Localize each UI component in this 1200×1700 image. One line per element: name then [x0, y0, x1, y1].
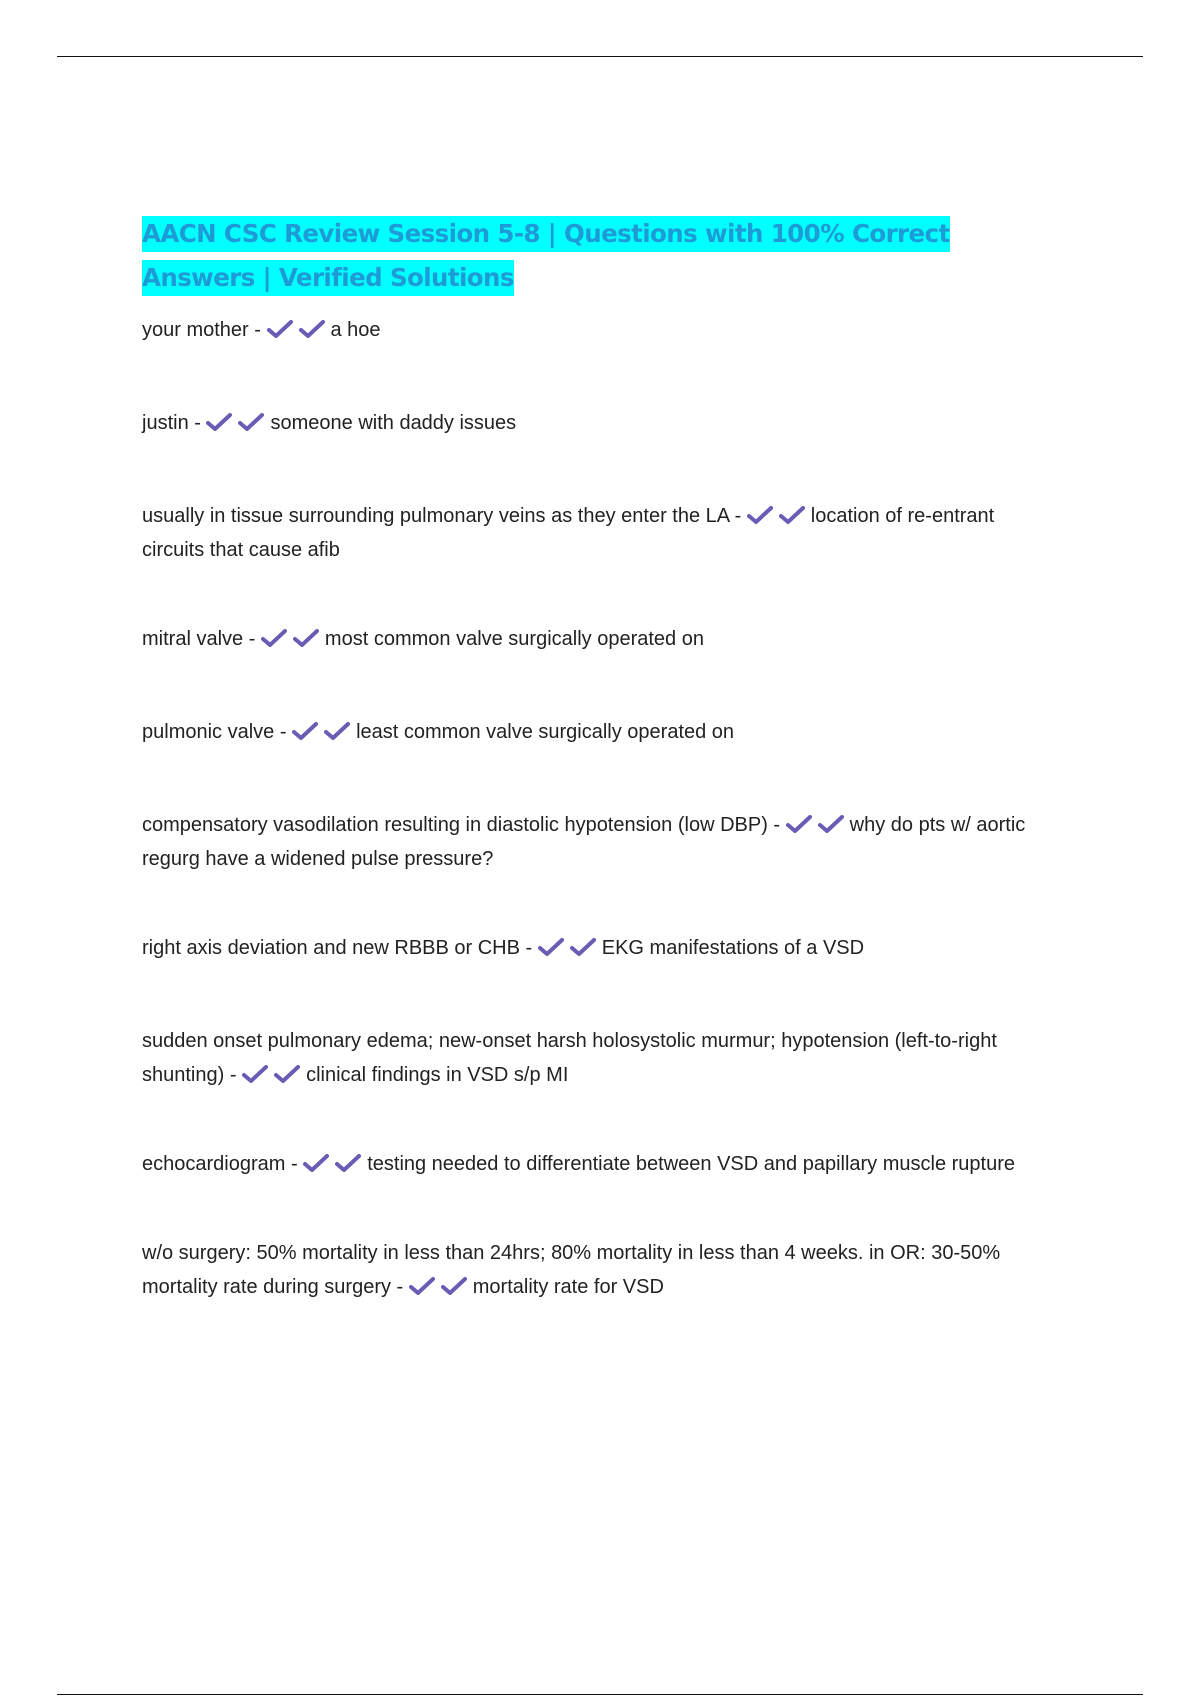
checkmark-icon [238, 412, 264, 432]
checkmark-icon [409, 1276, 435, 1296]
checkmark-icon [747, 505, 773, 525]
qa-question: justin [142, 412, 189, 434]
qa-question: usually in tissue surrounding pulmonary veins as they enter the LA [142, 505, 730, 527]
qa-question: w/o surgery: 50% mortality in less than 24hrs; 80% mortality in less than 4 weeks. in OR: 30-50% mortality rate during surgery [142, 1242, 1001, 1298]
checkmark-icon [441, 1276, 467, 1296]
qa-question: sudden onset pulmonary edema; new-onset harsh holosystolic murmur; hypotension (left-to-right shunting) [142, 1030, 997, 1086]
qa-question: echocardiogram [142, 1153, 286, 1175]
qa-separator: - [767, 814, 786, 836]
qa-item [142, 808, 1052, 876]
document-body [142, 212, 1052, 1359]
qa-separator: - [390, 1276, 409, 1298]
qa-separator: - [519, 937, 538, 959]
checkmark-icon [818, 814, 844, 834]
checkmark-icon [206, 412, 232, 432]
qa-separator: - [224, 1064, 243, 1086]
qa-answer: mortality rate for VSD [472, 1276, 664, 1298]
qa-item [142, 715, 1052, 749]
qa-separator: - [248, 319, 267, 341]
checkmark-icon [324, 721, 350, 741]
checkmark-icon [292, 721, 318, 741]
qa-answer: testing needed to differentiate between VSD and papillary muscle rupture [367, 1153, 1016, 1175]
checkmark-icon [267, 319, 293, 339]
checkmark-icon [299, 319, 325, 339]
qa-separator: - [285, 1153, 304, 1175]
qa-answer: a hoe [330, 319, 381, 341]
qa-question: pulmonic valve [142, 721, 275, 743]
checkmark-icon [786, 814, 812, 834]
header-rule [57, 56, 1143, 57]
footer-rule [57, 1694, 1143, 1695]
qa-question: compensatory vasodilation resulting in diastolic hypotension (low DBP) [142, 814, 768, 836]
qa-item [142, 499, 1052, 567]
qa-answer: EKG manifestations of a VSD [601, 937, 865, 959]
qa-list [142, 313, 1052, 1304]
qa-item [142, 1024, 1052, 1092]
checkmark-icon [293, 628, 319, 648]
checkmark-icon [261, 628, 287, 648]
qa-answer: clinical findings in VSD s/p MI [306, 1064, 569, 1086]
checkmark-icon [242, 1064, 268, 1084]
qa-separator: - [729, 505, 747, 527]
qa-answer: why do pts w/ aortic regurg have a widened pulse pressure? [142, 814, 1026, 870]
checkmark-icon [570, 937, 596, 957]
qa-question: right axis deviation and new RBBB or CHB [142, 937, 520, 959]
qa-item [142, 1147, 1052, 1181]
qa-item [142, 931, 1052, 965]
qa-item [142, 622, 1052, 656]
checkmark-icon [335, 1153, 361, 1173]
qa-answer: someone with daddy issues [270, 412, 517, 434]
qa-answer: most common valve surgically operated on [324, 628, 704, 650]
qa-answer: location of re-entrant circuits that cause afib [142, 505, 995, 561]
qa-item [142, 313, 1052, 347]
document-title [142, 212, 1052, 300]
qa-item [142, 1236, 1052, 1304]
document-title-text: AACN CSC Review Session 5-8 | Questions with 100% Correct Answers | Verified Solutions [142, 216, 950, 296]
checkmark-icon [303, 1153, 329, 1173]
qa-item [142, 406, 1052, 440]
qa-question: your mother [142, 319, 249, 341]
qa-answer: least common valve surgically operated on [356, 721, 735, 743]
qa-separator: - [188, 412, 207, 434]
checkmark-icon [538, 937, 564, 957]
qa-separator: - [243, 628, 261, 650]
checkmark-icon [779, 505, 805, 525]
checkmark-icon [274, 1064, 300, 1084]
qa-question: mitral valve [142, 628, 244, 650]
qa-separator: - [274, 721, 293, 743]
